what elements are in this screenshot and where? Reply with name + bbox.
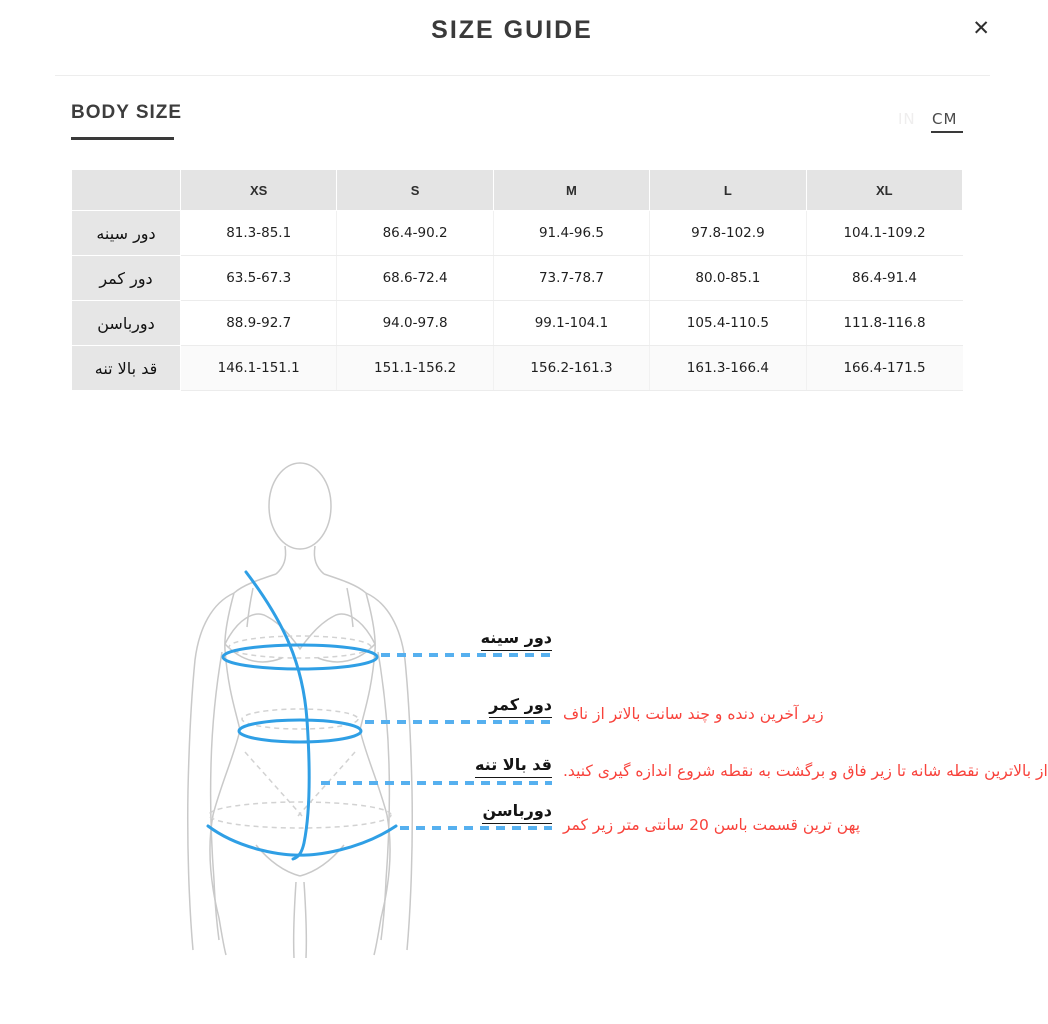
cell: 166.4-171.5 [806,346,962,391]
cell: 146.1-151.1 [181,346,337,391]
col-header-s: S [337,170,493,211]
col-header-m: M [493,170,649,211]
cell: 97.8-102.9 [650,211,806,256]
waist-measure-ellipse [239,720,361,742]
cell: 161.3-166.4 [650,346,806,391]
close-icon[interactable]: ✕ [972,16,990,40]
row-label-upper-body-length: قد بالا تنه [72,346,181,391]
cell: 86.4-91.4 [806,256,962,301]
col-header-xl: XL [806,170,962,211]
label-hips: دورباسن [482,801,552,824]
cell: 68.6-72.4 [337,256,493,301]
label-upper-body-length: قد بالا تنه [475,755,552,778]
body-outline [188,463,413,958]
label-waist: دور کمر [489,695,552,718]
unit-toggle-cm[interactable]: CM [932,110,958,128]
note-hips: پهن ترین قسمت باسن 20 سانتی متر زیر کمر [563,816,861,834]
cell: 88.9-92.7 [181,301,337,346]
cell: 81.3-85.1 [181,211,337,256]
row-label-waist: دور کمر [72,256,181,301]
cell: 73.7-78.7 [493,256,649,301]
cell: 94.0-97.8 [337,301,493,346]
note-waist: زیر آخرین دنده و چند سانت بالاتر از ناف [563,705,824,723]
note-upper-body-length: از بالاترین نقطه شانه تا زیر فاق و برگشت به نقطه شروع اندازه گیری کنید. [563,762,1048,780]
row-label-hips: دورباسن [72,301,181,346]
cell: 86.4-90.2 [337,211,493,256]
tab-body-size[interactable]: BODY SIZE [71,102,183,123]
cell: 63.5-67.3 [181,256,337,301]
cell: 91.4-96.5 [493,211,649,256]
unit-toggle-in[interactable]: IN [898,110,916,128]
cell: 80.0-85.1 [650,256,806,301]
label-chest: دور سینه [481,628,552,651]
cell: 151.1-156.2 [337,346,493,391]
row-label-chest: دور سینه [72,211,181,256]
cell: 99.1-104.1 [493,301,649,346]
upper-body-measure-line [246,572,309,859]
cell: 104.1-109.2 [806,211,962,256]
col-header-l: L [650,170,806,211]
col-header-xs: XS [181,170,337,211]
cell: 156.2-161.3 [493,346,649,391]
cell: 111.8-116.8 [806,301,962,346]
page-title: SIZE GUIDE [431,16,593,44]
cell: 105.4-110.5 [650,301,806,346]
